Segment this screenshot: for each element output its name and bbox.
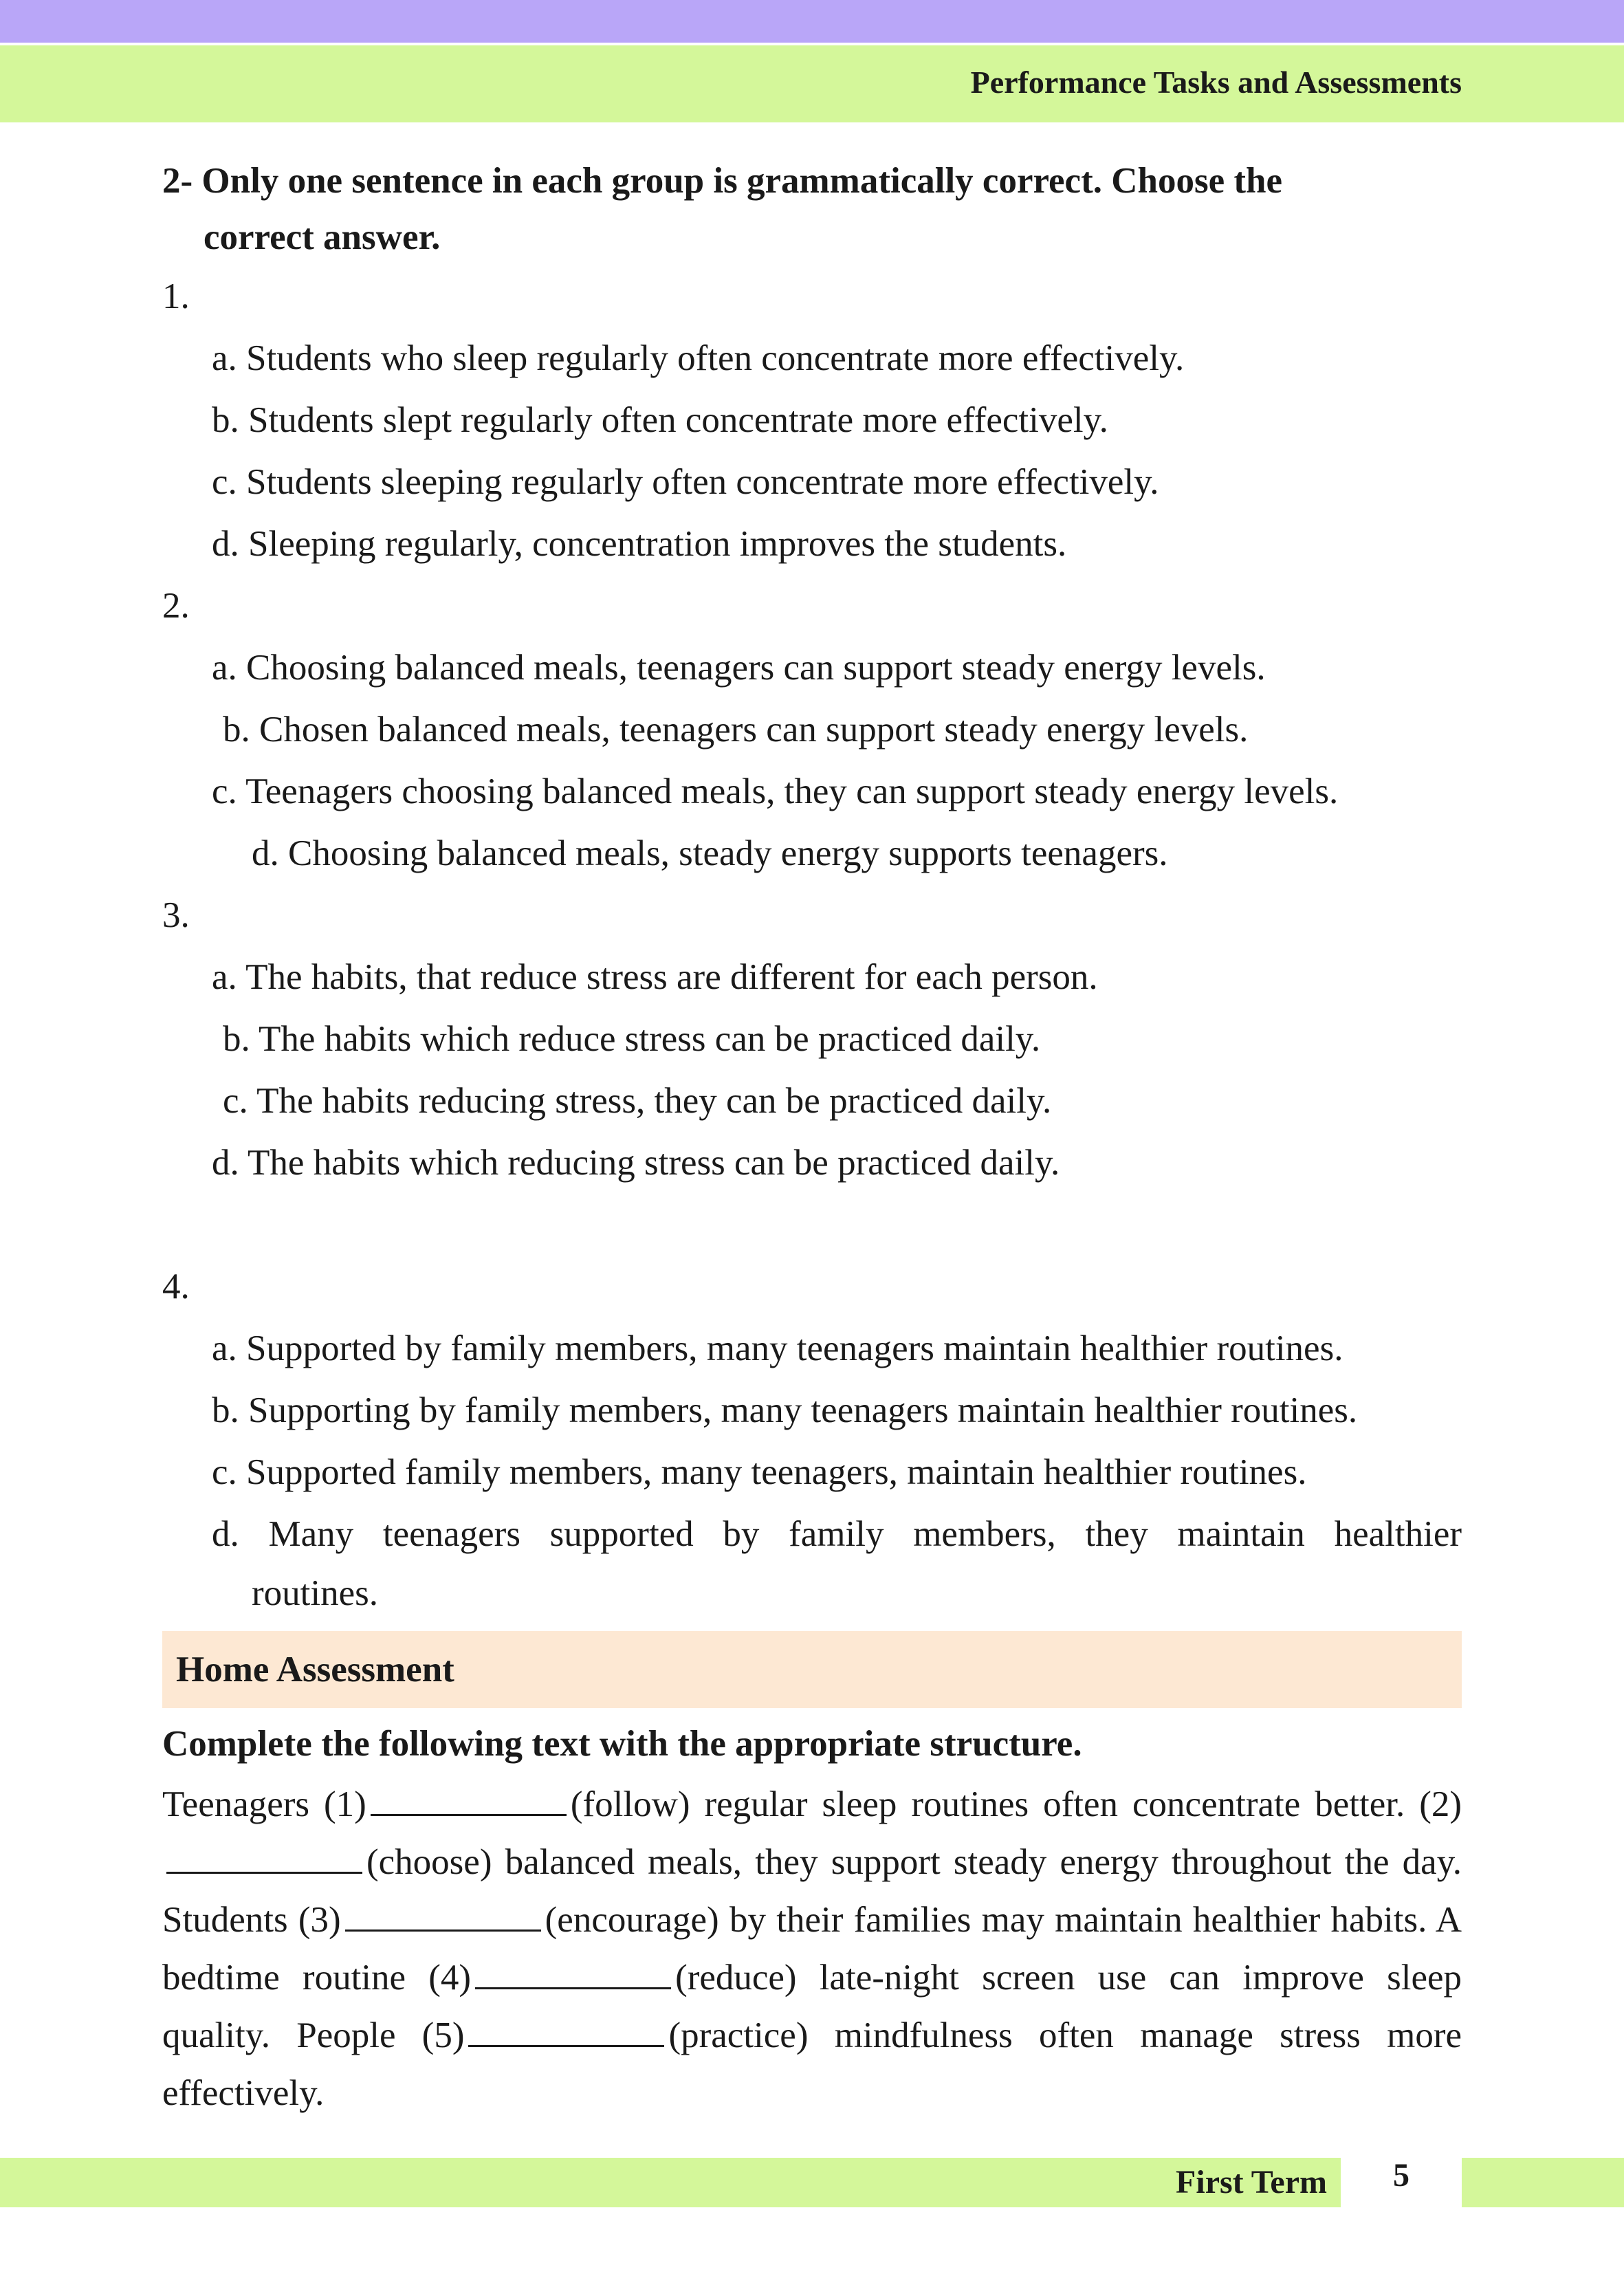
question-group-2: [162, 575, 1462, 884]
option-b: b. The habits which reduce stress can be practiced daily.: [223, 1019, 1041, 1059]
footer-bar-right: [1462, 2158, 1624, 2207]
page-content: [162, 153, 1462, 2122]
option-b: b. Supporting by family members, many teenagers maintain healthier routines.: [212, 1390, 1358, 1430]
text-segment: (choose) balanced meals, they support steady energy throughout the day. Students (3): [162, 1842, 1462, 1940]
option-c: c. Students sleeping regularly often concentrate more effectively.: [212, 462, 1159, 502]
option-d: d. Sleeping regularly, concentration improves the students.: [212, 524, 1067, 564]
question-group-3: [162, 884, 1462, 1194]
spacer: [162, 1194, 1462, 1256]
text-segment: (follow) regular sleep routines often concentrate better. (2): [570, 1784, 1462, 1824]
page-header-title: Performance Tasks and Assessments: [970, 65, 1462, 100]
footer-term-label: First Term: [1176, 2164, 1327, 2200]
page-number: 5: [1393, 2157, 1409, 2194]
blank-2[interactable]: [166, 1837, 362, 1874]
blank-4[interactable]: [475, 1953, 671, 1989]
option-a: a. Students who sleep regularly often concentrate more effectively.: [212, 338, 1185, 378]
option-c: c. Supported family members, many teenagers, maintain healthier routines.: [212, 1452, 1307, 1492]
option-b: b. Students slept regularly often concentrate more effectively.: [212, 400, 1108, 440]
group-number: 2.: [162, 586, 190, 626]
home-assessment-title: Home Assessment: [162, 1631, 1462, 1708]
option-c: c. The habits reducing stress, they can be practiced daily.: [223, 1081, 1052, 1121]
question-heading: [162, 153, 1462, 265]
option-b: b. Chosen balanced meals, teenagers can support steady energy levels.: [223, 710, 1249, 750]
text-segment: (practice) mindfulness often manage stress more effectively.: [162, 2015, 1462, 2113]
text-segment: Teenagers (1): [162, 1784, 366, 1824]
option-c: c. Teenagers choosing balanced meals, they can support steady energy levels.: [212, 772, 1339, 811]
fill-in-paragraph: [162, 1775, 1462, 2122]
text-segment: (reduce) late-night screen use can improve sleep quality. People (5): [162, 1958, 1462, 2055]
option-d: d. Many teenagers supported by family members, they maintain healthier: [212, 1514, 1462, 1554]
question-heading-line-2: correct answer.: [204, 217, 441, 257]
question-group-1: [162, 265, 1462, 575]
group-number: 4.: [162, 1267, 190, 1307]
option-a: a. The habits, that reduce stress are different for each person.: [212, 957, 1098, 997]
question-heading-line-1: 2- Only one sentence in each group is grammatically correct. Choose the: [162, 161, 1283, 201]
blank-1[interactable]: [371, 1780, 567, 1816]
option-a: a. Supported by family members, many teenagers maintain healthier routines.: [212, 1329, 1343, 1368]
home-assessment-instruction: Complete the following text with the appropriate structure.: [162, 1724, 1082, 1764]
option-a: a. Choosing balanced meals, teenagers can support steady energy levels.: [212, 648, 1266, 688]
option-d: d. Choosing balanced meals, steady energy supports teenagers.: [252, 833, 1168, 873]
text-segment: (encourage) by their families may maintain healthier habits. A bedtime routine (4): [162, 1900, 1462, 1998]
group-number: 1.: [162, 276, 190, 316]
group-number: 3.: [162, 895, 190, 935]
option-d: d. The habits which reducing stress can be practiced daily.: [212, 1143, 1060, 1183]
option-d-continuation: routines.: [252, 1573, 378, 1613]
question-group-4: [162, 1256, 1462, 1621]
blank-5[interactable]: [468, 2011, 664, 2047]
blank-3[interactable]: [345, 1895, 541, 1932]
top-color-band: [0, 0, 1624, 43]
